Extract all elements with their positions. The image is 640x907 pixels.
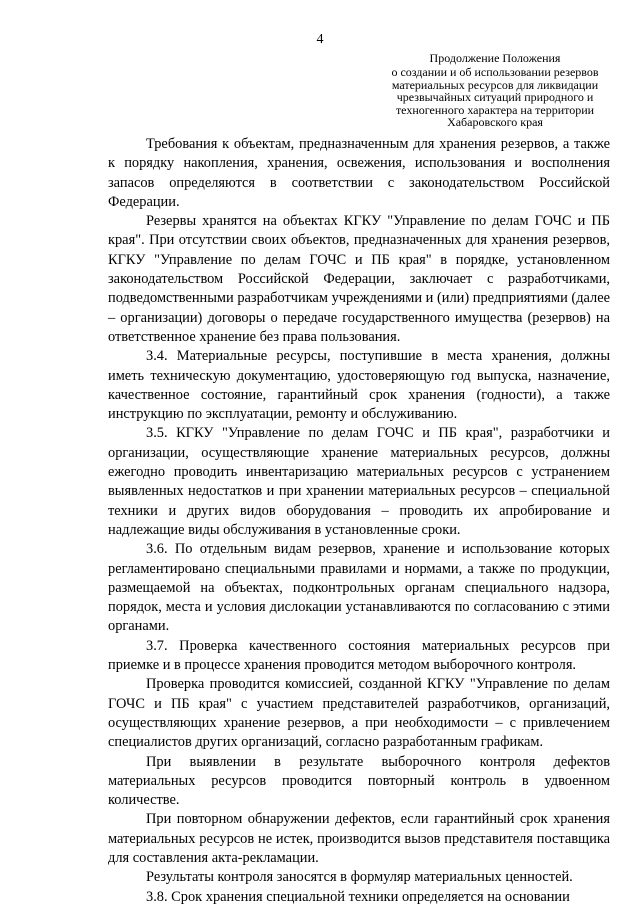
header-line: Хабаровского края (447, 115, 543, 130)
paragraph-section-3-5: 3.5. КГКУ "Управление по делам ГОЧС и ПБ края", разработчики и организации, осуществляющие хранение материальных ресурсов, должны ежегодно проводить инвентаризацию материальных ресурсов с устранением выявленных недостатков и при хранении материальных ресурсов – специальной техники и других видов оборудования – проводить их апробирование и надлежащие виды обслуживания в установленные сроки. (108, 425, 610, 538)
paragraph: При повторном обнаружении дефектов, если гарантийный срок хранения материальных ресурсов не истек, производится вызов представителя поставщика для составления акта-рекламации. (108, 811, 610, 866)
paragraph: Результаты контроля заносятся в формуляр материальных ценностей. (146, 869, 573, 886)
paragraph: Проверка проводится комиссией, созданной КГКУ "Управление по делам ГОЧС и ПБ края" с участием представителей разработчиков, организаций, осуществляющих хранение резервов, а при необходимости – с привлечением специалистов других организаций, согласно разработанным графикам. (108, 676, 610, 751)
paragraph-section-3-7: 3.7. Проверка качественного состояния материальных ресурсов при приемке и в процессе хранения проводится методом выборочного контроля. (108, 637, 610, 674)
header-title: Продолжение Положения (429, 51, 561, 65)
document-header (372, 52, 618, 128)
header-line: чрезвычайных ситуаций природного и (396, 90, 594, 105)
document-body (108, 135, 610, 907)
paragraph-section-3-6: 3.6. По отдельным видам резервов, хранение и использование которых регламентировано специальными правилами и нормами, а также по продукции, размещаемой на объектах, подконтрольных органам специального надзора, порядок, места и условия дислокации устанавливаются по согласованию с этими органами. (108, 541, 610, 635)
header-line: техногенного характера на территории (395, 102, 595, 117)
header-line: о создании и об использовании резервов (391, 65, 599, 80)
header-line: материальных ресурсов для ликвидации (391, 77, 599, 92)
paragraph: Требования к объектам, предназначенным для хранения резервов, а также к порядку накопления, хранения, освежения, использования и восполнения запасов определяются в соответствии с законодательством Российской Федерации. (108, 136, 610, 210)
page-number: 4 (316, 32, 324, 47)
paragraph: При выявлении в результате выборочного контроля дефектов материальных ресурсов проводится повторный контроль в удвоенном количестве. (108, 753, 610, 809)
paragraph: Резервы хранятся на объектах КГКУ "Управление по делам ГОЧС и ПБ края". При отсутствии своих объектов, предназначенных для хранения резервов, КГКУ "Управление по делам ГОЧС и ПБ края" в порядке, установленном законодательством Российской Федерации, заключает с разработчиками, подведомственными разработчикам учреждениями и (или) предприятиями (далее – организации) договоры о передаче государственного имущества (резервов) на ответственное хранение без права пользования. (108, 213, 610, 345)
paragraph-section-3-8: 3.8. Срок хранения специальной техники определяется на основании (146, 888, 570, 905)
paragraph-section-3-4: 3.4. Материальные ресурсы, поступившие в места хранения, должны иметь техническую документацию, удостоверяющую год выпуска, назначение, качественное состояние, гарантийный срок хранения (годности), а также инструкцию по эксплуатации, ремонту и обслуживанию. (108, 348, 610, 423)
